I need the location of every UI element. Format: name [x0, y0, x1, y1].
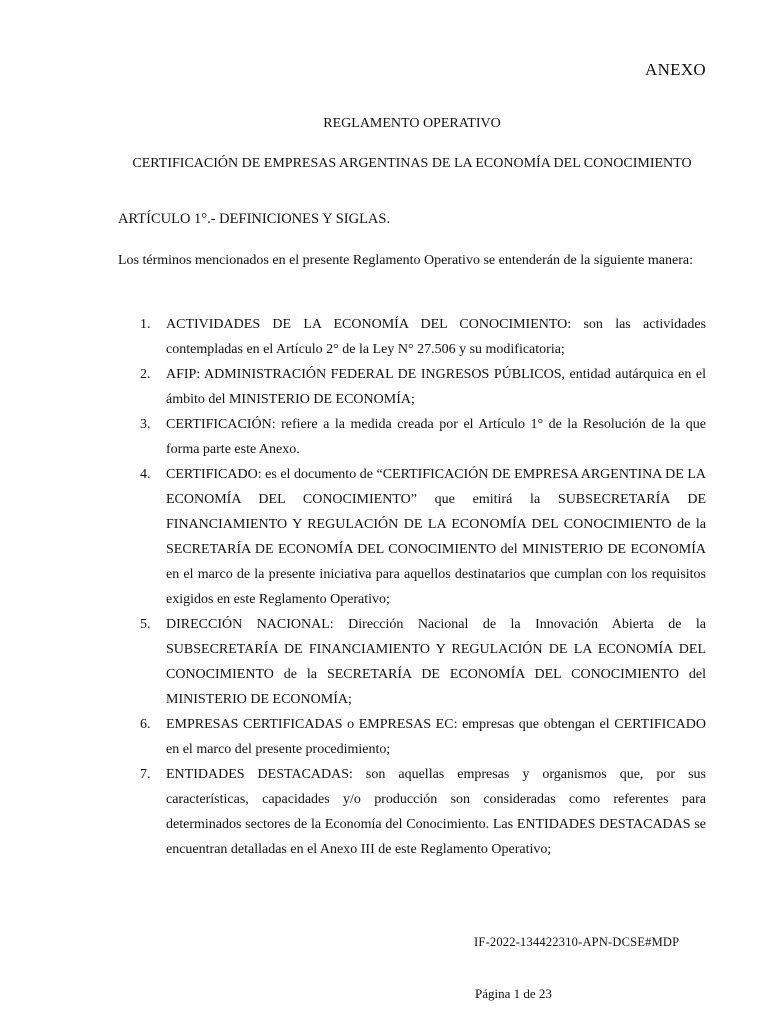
list-item-number: 2.: [140, 367, 151, 382]
document-title: REGLAMENTO OPERATIVO: [323, 116, 501, 131]
page-number: Página 1 de 23: [475, 986, 552, 1001]
definitions-list: [118, 312, 706, 862]
list-item: [118, 362, 706, 412]
list-item-text: EMPRESAS CERTIFICADAS o EMPRESAS EC: empresas que obtengan el CERTIFICADO en el marco del presente procedimiento;: [166, 717, 706, 757]
list-item-text: ENTIDADES DESTACADAS: son aquellas empresas y organismos que, por sus características, capacidades y/o producción son consideradas como referentes para determinados sectores de la Economía del Conocimiento. Las ENTIDADES DESTACADAS se encuentran detalladas en el Anexo III de este Reglamento Operativo;: [166, 767, 706, 857]
list-item-text: ACTIVIDADES DE LA ECONOMÍA DEL CONOCIMIENTO: son las actividades contempladas en el Artículo 2° de la Ley N° 27.506 y su modificatoria;: [166, 317, 706, 357]
list-item-text: DIRECCIÓN NACIONAL: Dirección Nacional de la Innovación Abierta de la SUBSECRETARÍA DE FINANCIAMIENTO Y REGULACIÓN DE LA ECONOMÍA DEL CONOCIMIENTO de la SECRETARÍA DE ECONOMÍA DEL CONOCIMIENTO del MINISTERIO DE ECONOMÍA;: [166, 617, 706, 707]
list-item-number: 5.: [140, 617, 151, 632]
document-id: IF-2022-134422310-APN-DCSE#MDP: [474, 935, 680, 949]
document-subtitle: CERTIFICACIÓN DE EMPRESAS ARGENTINAS DE LA ECONOMÍA DEL CONOCIMIENTO: [132, 156, 692, 171]
list-item: [118, 462, 706, 612]
list-item-text: AFIP: ADMINISTRACIÓN FEDERAL DE INGRESOS PÚBLICOS, entidad autárquica en el ámbito del MINISTERIO DE ECONOMÍA;: [166, 367, 706, 407]
annex-label: ANEXO: [645, 60, 706, 79]
list-item: [118, 412, 706, 462]
list-item-number: 1.: [140, 317, 151, 332]
list-item-text: CERTIFICACIÓN: refiere a la medida creada por el Artículo 1° de la Resolución de la que forma parte este Anexo.: [166, 417, 706, 457]
list-item-number: 3.: [140, 417, 151, 432]
list-item: [118, 612, 706, 712]
list-item-number: 4.: [140, 467, 151, 482]
list-item: [118, 312, 706, 362]
list-item: [118, 712, 706, 762]
list-item-text: CERTIFICADO: es el documento de “CERTIFICACIÓN DE EMPRESA ARGENTINA DE LA ECONOMÍA DEL CONOCIMIENTO” que emitirá la SUBSECRETARÍA DE FINANCIAMIENTO Y REGULACIÓN DE LA ECONOMÍA DEL CONOCIMIENTO de la SECRETARÍA DE ECONOMÍA DEL CONOCIMIENTO del MINISTERIO DE ECONOMÍA en el marco de la presente iniciativa para aquellos destinatarios que cumplan con los requisitos exigidos en este Reglamento Operativo;: [166, 467, 706, 607]
article-heading: ARTÍCULO 1°.- DEFINICIONES Y SIGLAS.: [118, 211, 391, 227]
article-intro: Los términos mencionados en el presente Reglamento Operativo se entenderán de la siguiente manera:: [118, 253, 693, 268]
list-item: [118, 762, 706, 862]
list-item-number: 6.: [140, 717, 151, 732]
list-item-number: 7.: [140, 767, 151, 782]
